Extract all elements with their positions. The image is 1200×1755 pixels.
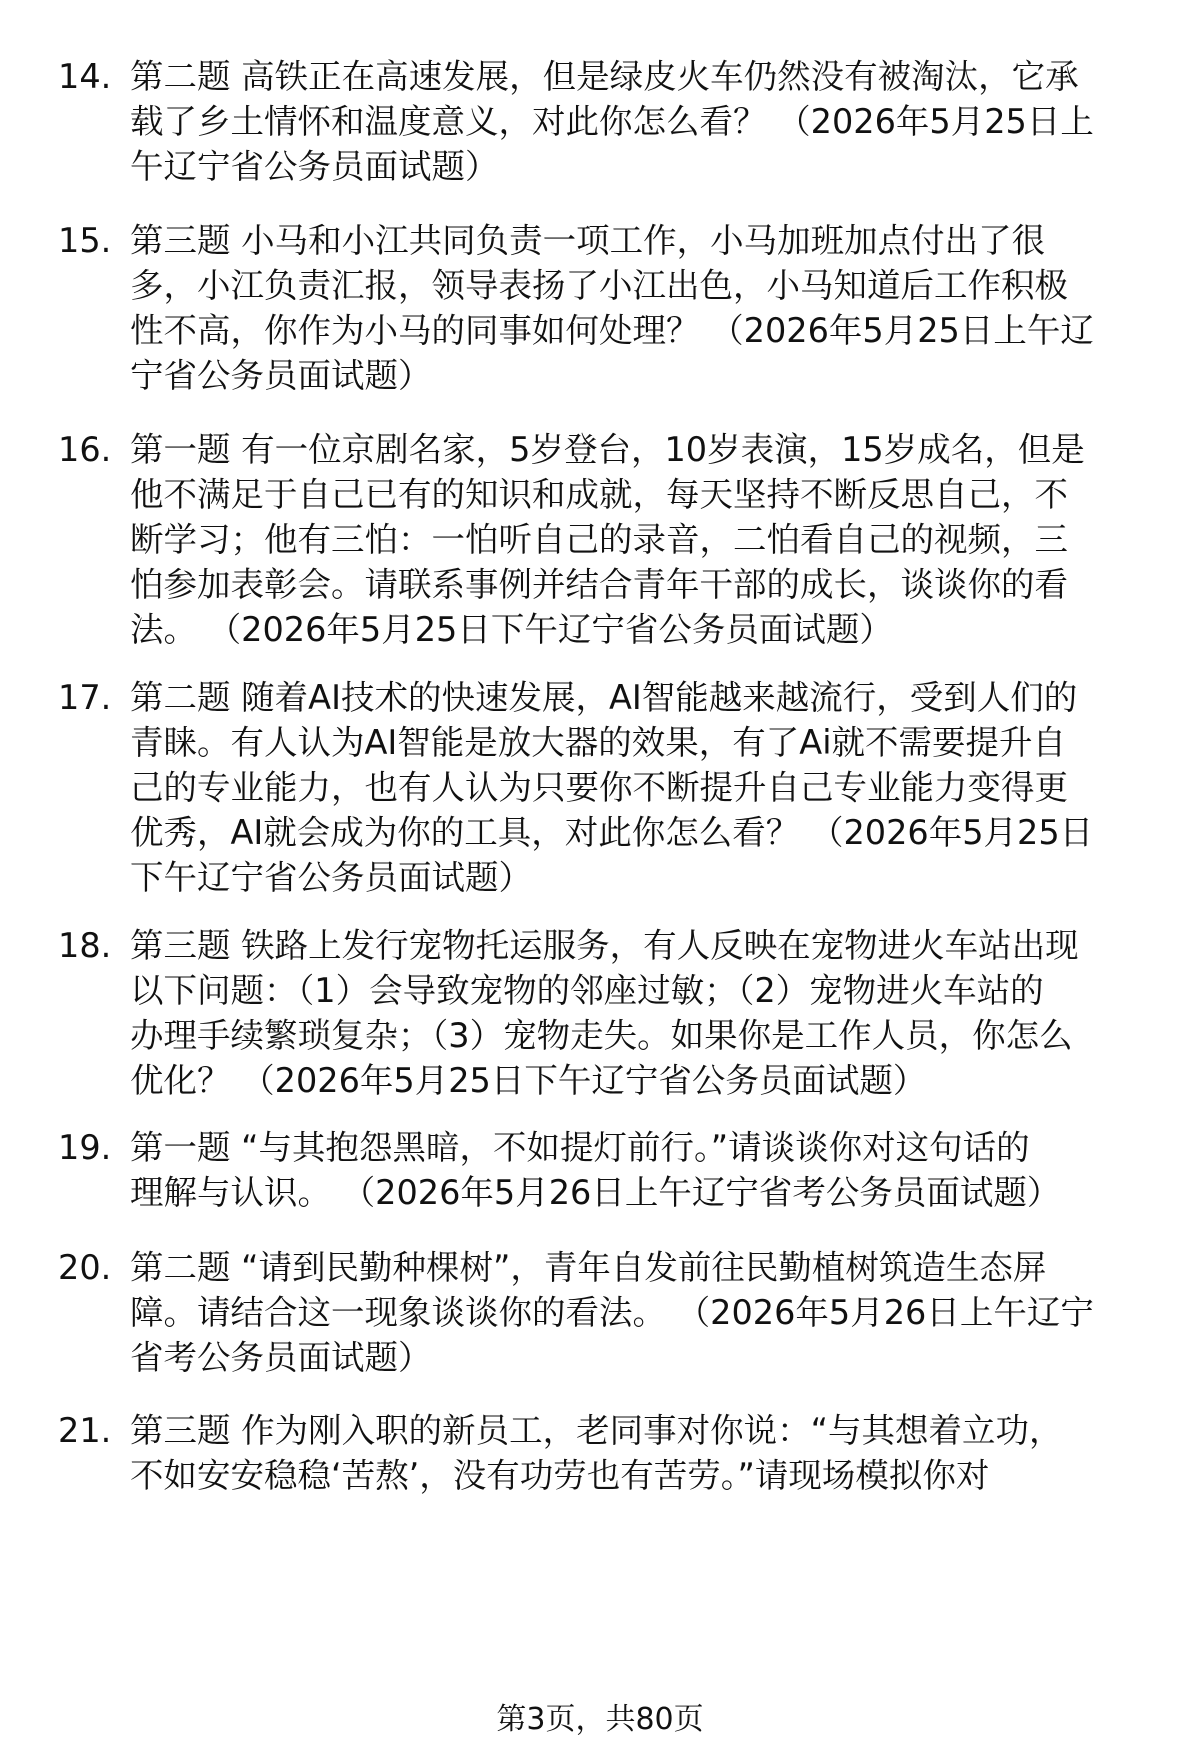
question-text-line: 以下问题：（1）会导致宠物的邻座过敏；（2）宠物进火车站的 [130, 971, 1044, 1010]
question-item-16 [58, 427, 1158, 657]
question-text-line: 法。 （2026年5月25日下午辽宁省公务员面试题） [130, 610, 893, 649]
question-text-line: 第三题 小马和小江共同负责一项工作，小马加班加点付出了很 [130, 221, 1046, 260]
question-item-21 [58, 1408, 1158, 1503]
question-text-line: 不如安安稳稳‘苦熬’，没有功劳也有苦劳。”请现场模拟你对 [130, 1456, 990, 1495]
question-number: 21. [58, 1411, 112, 1450]
question-text-line: 午辽宁省公务员面试题） [130, 147, 499, 186]
question-number: 19. [58, 1128, 112, 1167]
question-text-line: 第三题 铁路上发行宠物托运服务，有人反映在宠物进火车站出现 [130, 926, 1079, 965]
question-item-17 [58, 675, 1158, 905]
question-text-line: 怕参加表彰会。请联系事例并结合青年干部的成长，谈谈你的看 [130, 565, 1068, 604]
question-number: 18. [58, 926, 112, 965]
question-number: 16. [58, 430, 112, 469]
question-text-line: 省考公务员面试题） [130, 1338, 432, 1377]
question-number: 14. [58, 57, 112, 96]
question-text-line: 理解与认识。 （2026年5月26日上午辽宁省考公务员面试题） [130, 1173, 1061, 1212]
question-text-line: 他不满足于自己已有的知识和成就，每天坚持不断反思自己，不 [130, 475, 1068, 514]
question-text-line: 第二题 随着AI技术的快速发展，AI智能越来越流行，受到人们的 [130, 678, 1078, 717]
question-item-15 [58, 218, 1158, 403]
question-text-line: 第一题 “与其抱怨黑暗，不如提灯前行。”请谈谈你对这句话的 [130, 1128, 1030, 1167]
question-text-line: 优秀，AI就会成为你的工具，对此你怎么看？ （2026年5月25日 [130, 813, 1094, 852]
question-text-line: 性不高，你作为小马的同事如何处理？ （2026年5月25日上午辽 [130, 311, 1094, 350]
question-text-line: 多，小江负责汇报，领导表扬了小江出色，小马知道后工作积极 [130, 266, 1068, 305]
page-footer: 第3页，共80页 [496, 1702, 704, 1737]
question-number: 17. [58, 678, 112, 717]
question-text-line: 障。请结合这一现象谈谈你的看法。 （2026年5月26日上午辽宁 [130, 1293, 1094, 1332]
question-text-line: 第一题 有一位京剧名家，5岁登台，10岁表演，15岁成名，但是 [130, 430, 1085, 469]
question-item-18 [58, 923, 1158, 1108]
question-item-19 [58, 1125, 1158, 1220]
question-item-20 [58, 1245, 1158, 1385]
question-text-line: 第二题 “请到民勤种棵树”，青年自发前往民勤植树筑造生态屏 [130, 1248, 1047, 1287]
question-number: 15. [58, 221, 112, 260]
question-text-line: 办理手续繁琐复杂；（3）宠物走失。如果你是工作人员，你怎么 [130, 1016, 1073, 1055]
question-text-line: 宁省公务员面试题） [130, 356, 432, 395]
question-text-line: 断学习；他有三怕：一怕听自己的录音，二怕看自己的视频，三 [130, 520, 1068, 559]
question-text-line: 青睐。有人认为AI智能是放大器的效果，有了Ai就不需要提升自 [130, 723, 1067, 762]
question-text-line: 优化？ （2026年5月25日下午辽宁省公务员面试题） [130, 1061, 927, 1100]
question-item-14 [58, 54, 1158, 194]
question-text-line: 己的专业能力，也有人认为只要你不断提升自己专业能力变得更 [130, 768, 1068, 807]
question-text-line: 载了乡土情怀和温度意义，对此你怎么看？ （2026年5月25日上 [130, 102, 1094, 141]
question-text-line: 第三题 作为刚入职的新员工，老同事对你说：“与其想着立功， [130, 1411, 1063, 1450]
question-text-line: 下午辽宁省公务员面试题） [130, 858, 532, 897]
question-text-line: 第二题 高铁正在高速发展，但是绿皮火车仍然没有被淘汰，它承 [130, 57, 1079, 96]
question-number: 20. [58, 1248, 112, 1287]
